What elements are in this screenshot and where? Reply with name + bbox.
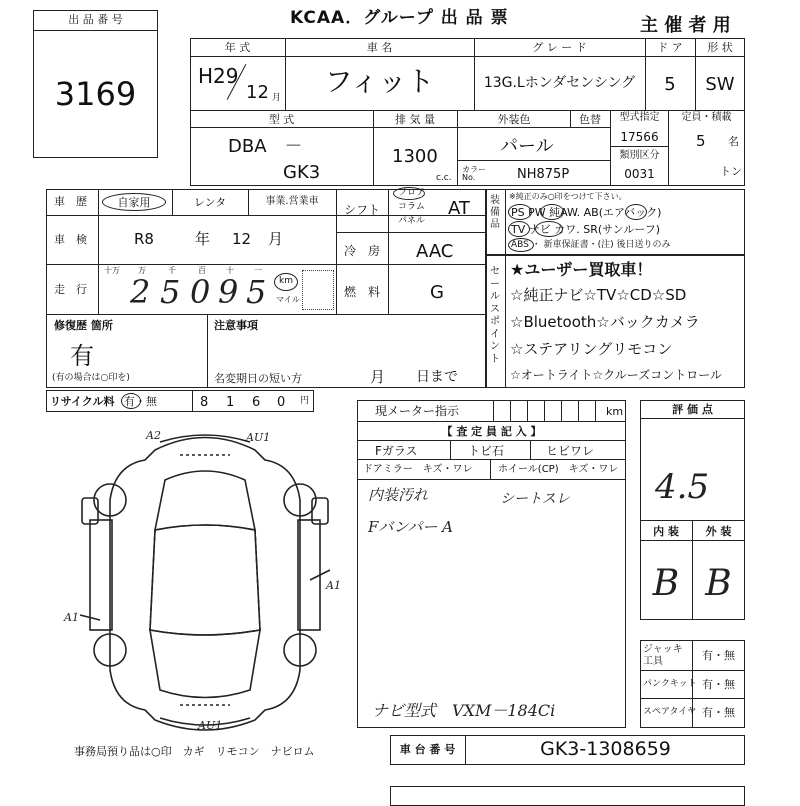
interior-grade: B xyxy=(652,563,680,604)
sales-point-line: ☆純正ナビ☆TV☆CD☆SD xyxy=(510,286,687,304)
displacement-label: 排 気 量 xyxy=(395,113,435,126)
jack-yes-no: 有・無 xyxy=(702,649,735,662)
car-name-value: フィット xyxy=(324,65,435,98)
selected-circle xyxy=(508,238,534,252)
shift-panel: パネル xyxy=(398,216,426,226)
listing-number: 3169 xyxy=(54,75,137,113)
listing-number-label: 出 品 番 号 xyxy=(68,13,123,26)
class-value: 0031 xyxy=(624,167,655,181)
vehicle-info-table xyxy=(190,38,745,186)
color-code: NH875P xyxy=(517,167,570,182)
puncture-label: パンクキット xyxy=(643,679,697,689)
inspection-month-label: 月 xyxy=(268,230,284,248)
month-value: 12 xyxy=(246,82,269,103)
mileage-unit-label: 百 xyxy=(198,266,206,275)
body-label: 形 状 xyxy=(707,41,733,54)
office-items-label: 事務局預り品は○印 カギ リモコン ナビロム xyxy=(74,745,315,758)
ac-value: AAC xyxy=(416,241,454,262)
type-designation-label: 型式指定 xyxy=(619,112,660,123)
damage-mark: A1 xyxy=(326,579,341,592)
model-prefix: DBA － xyxy=(228,136,303,157)
equipment-note: ※純正のみ○印をつけて下さい。 xyxy=(509,192,627,201)
damage-mark: AU1 xyxy=(198,719,223,732)
mirror-label: ドアミラー キズ・ワレ xyxy=(363,464,473,475)
class-label: 類別区分 xyxy=(619,150,660,161)
equipment-row-3: ABS ・ 新車保証書・(注) 後日送りのみ xyxy=(511,240,671,250)
equipment-row-2: TV ナビ カワ. SR(サンルーフ) xyxy=(511,223,661,236)
bottom-edge-box xyxy=(390,786,745,806)
mileage-label: 走 行 xyxy=(54,283,87,296)
equipment-label: 装備品 xyxy=(490,195,500,230)
month-unit: 月 xyxy=(272,93,282,103)
recycle-digit: 8 xyxy=(200,395,209,410)
model-code: GK3 xyxy=(283,162,321,183)
handwritten-note: Fバンパー A xyxy=(368,518,453,536)
mileage-unit-label: 十万 xyxy=(104,266,120,275)
exterior-label: 外 装 xyxy=(705,525,732,538)
color-name: パール xyxy=(500,136,554,157)
car-diagram xyxy=(60,420,350,740)
sales-point-line: ☆ステアリングリモコン xyxy=(510,340,673,358)
rating-score: 4.5 xyxy=(655,467,710,507)
shift-column: コラム xyxy=(398,202,425,212)
inspection-year-label: 年 xyxy=(195,230,211,248)
capacity-value: 5 xyxy=(696,132,706,150)
recycle-label: リサイクル料 xyxy=(50,395,115,408)
spare-yes-no: 有・無 xyxy=(702,706,735,719)
sales-point-line: ★ユーザー買取車！ xyxy=(510,260,653,279)
wheel-label: ホイール(CP) キズ・ワレ xyxy=(498,464,619,475)
puncture-yes-no: 有・無 xyxy=(702,678,735,691)
recycle-digit: 0 xyxy=(277,395,286,410)
mileage-digit: 5 xyxy=(246,273,267,311)
mileage-unit-label: 万 xyxy=(138,266,146,275)
color-code-label: カラーNo. xyxy=(462,165,486,182)
body-value: SW xyxy=(705,74,735,95)
mileage-unit-mile: マイル xyxy=(276,295,300,304)
shift-value: AT xyxy=(448,198,470,219)
selected-circle xyxy=(535,221,563,237)
year-label: 年 式 xyxy=(224,41,251,54)
cc-unit: c.c. xyxy=(436,173,452,183)
recycle-digit: 1 xyxy=(226,395,235,410)
doors-label: ド ア xyxy=(657,41,683,54)
inspection-month: 12 xyxy=(232,230,252,248)
paint-change-label: 色替 xyxy=(579,113,601,126)
model-label: 型 式 xyxy=(268,113,295,126)
color-label: 外装色 xyxy=(497,113,531,126)
group-title: KCAA．グループ 出 品 票 xyxy=(290,8,509,28)
selected-circle xyxy=(508,204,532,220)
mileage-digit: 0 xyxy=(190,273,211,311)
inspection-label: 車 検 xyxy=(54,233,87,246)
name-change-day: 日まで xyxy=(416,369,458,385)
sales-point-line: ☆オートライト☆クルーズコントロール xyxy=(510,368,722,382)
glass-label: Fガラス xyxy=(375,444,418,458)
fuel-value: G xyxy=(430,282,444,303)
shift-floor: フロア xyxy=(398,188,426,198)
recycle-yes-no: 有・無 xyxy=(124,395,157,408)
mileage-digit: 5 xyxy=(160,273,181,311)
organizer-label: 主 催 者 用 xyxy=(640,15,731,36)
shift-label: シフト xyxy=(344,203,381,217)
capacity-label: 定員・積載 xyxy=(681,112,732,123)
mileage-unit-km: km xyxy=(279,276,293,286)
grade-label: グ レ ー ド xyxy=(532,41,587,54)
sales-point-line: ☆Bluetooth☆バックカメラ xyxy=(510,313,700,331)
recycle-digit: 6 xyxy=(252,395,261,410)
history-rental: レンタ xyxy=(193,196,227,209)
interior-label: 内 装 xyxy=(653,525,679,538)
mileage-unit-label: 千 xyxy=(168,266,176,275)
inspection-era: R8 xyxy=(134,230,154,248)
car-name-label: 車 名 xyxy=(366,41,393,54)
inspector-label: 【 査 定 員 記 入 】 xyxy=(441,425,542,438)
vin-value: GK3-1308659 xyxy=(540,738,671,760)
recycle-unit: 円 xyxy=(300,396,310,406)
mileage-unit-label: 十 xyxy=(226,266,234,275)
rating-label: 評 価 点 xyxy=(672,403,713,416)
history-label: 車 歴 xyxy=(54,195,87,208)
jack-label: ジャッキ工具 xyxy=(643,644,683,667)
fuel-label: 燃 料 xyxy=(344,285,381,299)
displacement-value: 1300 xyxy=(392,146,438,167)
exterior-grade: B xyxy=(705,563,732,604)
spare-label: スペアタイヤ xyxy=(643,707,697,717)
mileage-units xyxy=(98,266,273,312)
ac-label: 冷 房 xyxy=(344,244,381,258)
mileage-digit: 2 xyxy=(130,273,151,311)
grade-value: 13G.Lホンダセンシング xyxy=(483,75,636,91)
history-business: 事業.営業車 xyxy=(265,196,319,207)
repair-note: (有の場合は○印を) xyxy=(52,373,130,383)
handwritten-note: シートスレ xyxy=(500,491,570,507)
damage-mark: A2 xyxy=(146,429,161,442)
selected-circle xyxy=(625,204,647,220)
meter-unit: km xyxy=(606,405,624,418)
handwritten-note: 内装汚れ xyxy=(368,486,429,504)
year-value: H29 xyxy=(198,64,239,88)
selected-circle xyxy=(508,221,530,237)
handwritten-note: ナビ型式 VXM－184Ci xyxy=(372,701,556,720)
name-change-month: 月 xyxy=(370,368,386,386)
mileage-digit: 9 xyxy=(218,273,239,311)
crack-label: ヒビワレ xyxy=(546,444,595,458)
capacity-unit: 名 xyxy=(728,135,739,148)
damage-mark: A1 xyxy=(64,611,79,624)
repair-value: 有 xyxy=(70,342,94,370)
damage-mark: AU1 xyxy=(246,431,271,444)
mileage-unit-label: 一 xyxy=(254,266,262,275)
vin-label: 車 台 番 号 xyxy=(399,743,456,756)
name-change-label: 名変期日の短い方 xyxy=(214,372,302,385)
load-unit: トン xyxy=(720,165,742,178)
notes-label: 注意事項 xyxy=(214,319,258,332)
history-private: 自家用 xyxy=(117,196,151,209)
repair-label: 修復歴 箇所 xyxy=(54,319,113,332)
selected-circle xyxy=(540,204,564,220)
meter-label: 現メーター指示 xyxy=(375,404,460,418)
equipment-row-1: PS PW 純AW. AB(エアバック) xyxy=(511,206,662,219)
doors-value: 5 xyxy=(664,74,676,95)
type-designation-value: 17566 xyxy=(620,130,659,144)
sales-points-label: セールスポイント xyxy=(490,266,500,365)
chip-label: トビ石 xyxy=(468,444,505,458)
